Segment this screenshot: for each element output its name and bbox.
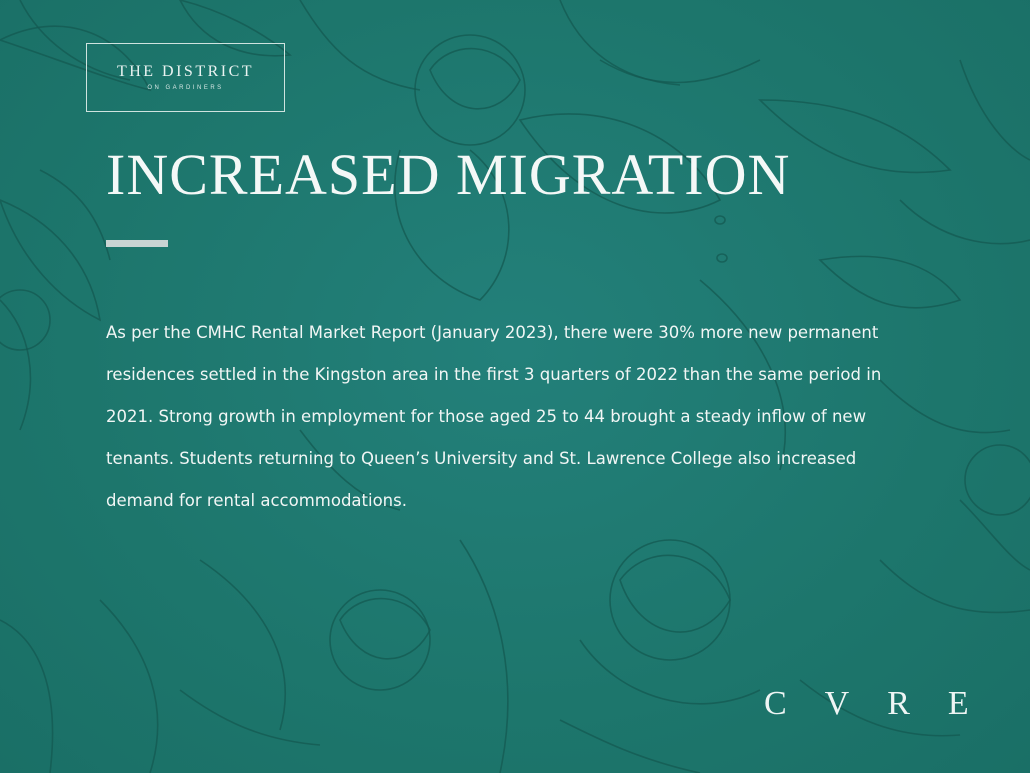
logo bbox=[86, 43, 285, 112]
accent-rule bbox=[106, 240, 168, 247]
logo-title: THE DISTRICT bbox=[116, 63, 255, 80]
brand-wordmark: CVRE bbox=[764, 685, 1007, 722]
logo-subtitle: ON GARDINERS bbox=[147, 85, 224, 91]
page-title: INCREASED MIGRATION bbox=[106, 142, 791, 207]
body-paragraph: As per the CMHC Rental Market Report (January 2023), there were 30% more new permanent residences settled in the Kingston area in the first 3 quarters of 2022 than the same period in 2021. Strong growth in employment for those aged 25 to 44 brought a steady inflow of new tenants. Students returning to Queen’s University and St. Lawrence College also increased demand for rental accommodations. bbox=[106, 323, 882, 510]
